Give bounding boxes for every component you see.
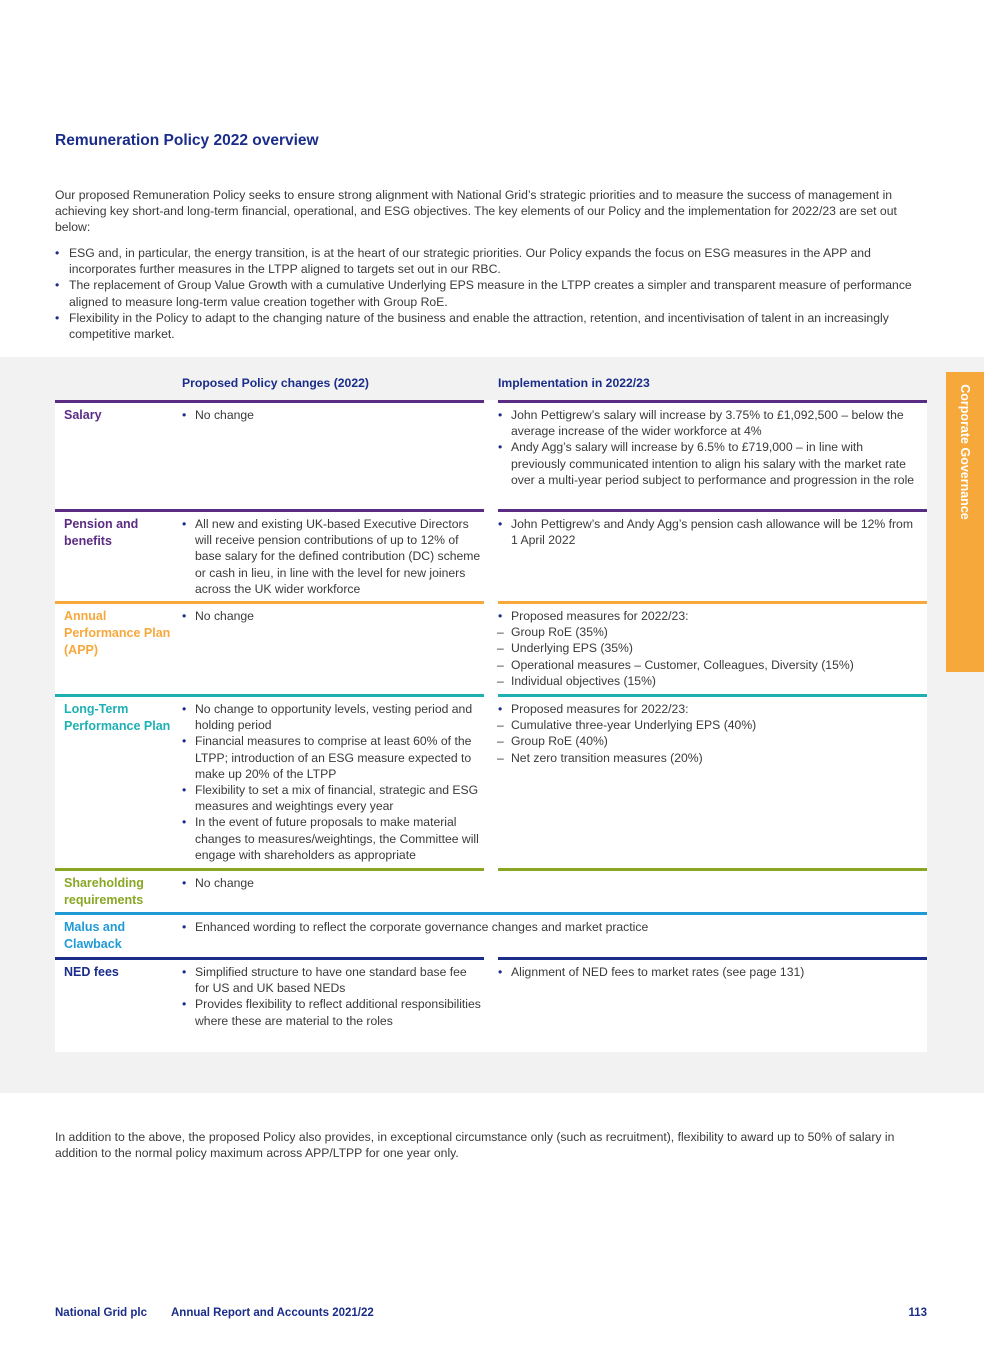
row-rule — [55, 868, 484, 871]
implementation-bullet: • John Pettigrew’s and Andy Agg’s pension cash allowance will be 12% from 1 April 2022 — [496, 516, 921, 548]
row-rule — [55, 912, 927, 915]
column-header-implementation: Implementation in 2022/23 — [498, 376, 650, 390]
row-label: NED fees — [64, 965, 119, 979]
implementation-cell — [496, 407, 921, 488]
policy-bullet: • Flexibility to set a mix of financial, strategic and ESG measures and weightings every year — [180, 782, 484, 814]
policy-bullet: • No change — [180, 875, 484, 891]
intro-bullet: • Flexibility in the Policy to adapt to the changing nature of the business and enable the attraction, retention, and incentivisation of talent in an increasingly competitive market. — [55, 310, 927, 342]
section-tab-label: Corporate Governance — [958, 384, 972, 520]
policy-cell — [180, 701, 484, 863]
footer-company: National Grid plc — [55, 1307, 148, 1319]
row-rule — [498, 868, 927, 871]
row-label: Pension and benefits — [64, 517, 139, 548]
policy-bullet: • No change — [180, 608, 484, 624]
row-rule — [55, 601, 484, 604]
row-rule — [55, 509, 484, 512]
implementation-cell — [496, 701, 921, 766]
row-label: Salary — [64, 408, 102, 422]
implementation-bullet: • Andy Agg’s salary will increase by 6.5% to £719,000 – in line with previously communicated intention to align his salary with the market rate over a multi-year period subject to performance and progression in the role — [496, 439, 921, 488]
implementation-bullet: • Proposed measures for 2022/23: — [496, 701, 921, 717]
implementation-cell — [496, 516, 921, 548]
implementation-sub-item: – Individual objectives (15%) — [496, 673, 921, 689]
implementation-cell — [496, 608, 921, 689]
table-row-malus — [55, 912, 927, 958]
footer-report-title: Annual Report and Accounts 2021/22 — [171, 1307, 374, 1319]
policy-bullet: • Financial measures to comprise at least 60% of the LTPP; introduction of an ESG measure expected to make up 20% of the LTPP — [180, 733, 484, 782]
implementation-sub-item: – Net zero transition measures (20%) — [496, 750, 921, 766]
row-rule — [55, 694, 484, 697]
row-rule — [55, 400, 484, 403]
page-title: Remuneration Policy 2022 overview — [55, 132, 319, 149]
row-rule — [498, 509, 927, 512]
table-row-app — [55, 601, 927, 694]
implementation-sub-item: – Group RoE (40%) — [496, 733, 921, 749]
implementation-sub-item: – Underlying EPS (35%) — [496, 640, 921, 656]
table-row-ltpp — [55, 694, 927, 869]
policy-bullet: • No change — [180, 407, 484, 423]
policy-cell — [180, 516, 484, 597]
implementation-sub-item: – Group RoE (35%) — [496, 624, 921, 640]
table-row-pension — [55, 509, 927, 602]
policy-bullet: • No change to opportunity levels, vesting period and holding period — [180, 701, 484, 733]
policy-bullet: • All new and existing UK-based Executive Directors will receive pension contributions of up to 12% of base salary for the defined contribution (DC) scheme or cash in lieu, in line with the level for new joiners across the UK wider workforce — [180, 516, 484, 597]
column-header-policy: Proposed Policy changes (2022) — [182, 376, 369, 390]
policy-cell — [180, 919, 920, 935]
row-rule — [498, 957, 927, 960]
implementation-bullet: • Alignment of NED fees to market rates (see page 131) — [496, 964, 921, 980]
row-label: Malus and Clawback — [64, 920, 126, 951]
policy-cell — [180, 608, 484, 624]
row-rule — [498, 694, 927, 697]
policy-bullet: • Enhanced wording to reflect the corporate governance changes and market practice — [180, 919, 920, 935]
policy-cell — [180, 964, 484, 1029]
implementation-bullet: • John Pettigrew’s salary will increase by 3.75% to £1,092,500 – below the average increase of the wider workforce at 4% — [496, 407, 921, 439]
table-row-shareholding — [55, 868, 927, 913]
implementation-sub-item: – Operational measures – Customer, Colleagues, Diversity (15%) — [496, 657, 921, 673]
intro-bullet-list — [55, 245, 927, 342]
row-label: Long-Term Performance Plan — [64, 702, 171, 733]
policy-cell — [180, 875, 484, 891]
row-rule — [55, 957, 484, 960]
policy-bullet: • Provides flexibility to reflect additional responsibilities where these are material to the roles — [180, 996, 484, 1028]
intro-bullet: • The replacement of Group Value Growth with a cumulative Underlying EPS measure in the LTPP creates a simpler and transparent measure of performance aligned to measure long-term value creation together with Group RoE. — [55, 277, 927, 309]
row-rule — [498, 400, 927, 403]
row-label: Shareholding requirements — [64, 876, 144, 907]
table-row-salary — [55, 400, 927, 510]
policy-bullet: • In the event of future proposals to make material changes to measures/weightings, the Committee will engage with shareholders as appropriate — [180, 814, 484, 863]
policy-cell — [180, 407, 484, 423]
intro-bullet: • ESG and, in particular, the energy transition, is at the heart of our strategic priorities. Our Policy expands the focus on ESG measures in the APP and incorporates further measures in the LTPP aligned to targets set out in our RBC. — [55, 245, 927, 277]
row-rule — [498, 601, 927, 604]
implementation-sub-item: – Cumulative three-year Underlying EPS (40%) — [496, 717, 921, 733]
implementation-bullet: • Proposed measures for 2022/23: — [496, 608, 921, 624]
implementation-cell — [496, 964, 921, 980]
page-number: 113 — [908, 1307, 927, 1319]
row-label: Annual Performance Plan (APP) — [64, 609, 171, 657]
closing-paragraph: In addition to the above, the proposed Policy also provides, in exceptional circumstance only (such as recruitment), flexibility to award up to 50% of salary in addition to the normal policy maximum across APP/LTPP for one year only. — [55, 1130, 895, 1161]
intro-paragraph: Our proposed Remuneration Policy seeks to ensure strong alignment with National Grid’s strategic priorities and to measure the success of management in achieving key short-and long-term financial, operational, and ESG objectives. The key elements of our Policy and the implementation for 2022/23 are set out below: — [55, 188, 897, 235]
policy-bullet: • Simplified structure to have one standard base fee for US and UK based NEDs — [180, 964, 484, 996]
table-row-ned-fees — [55, 957, 927, 1052]
